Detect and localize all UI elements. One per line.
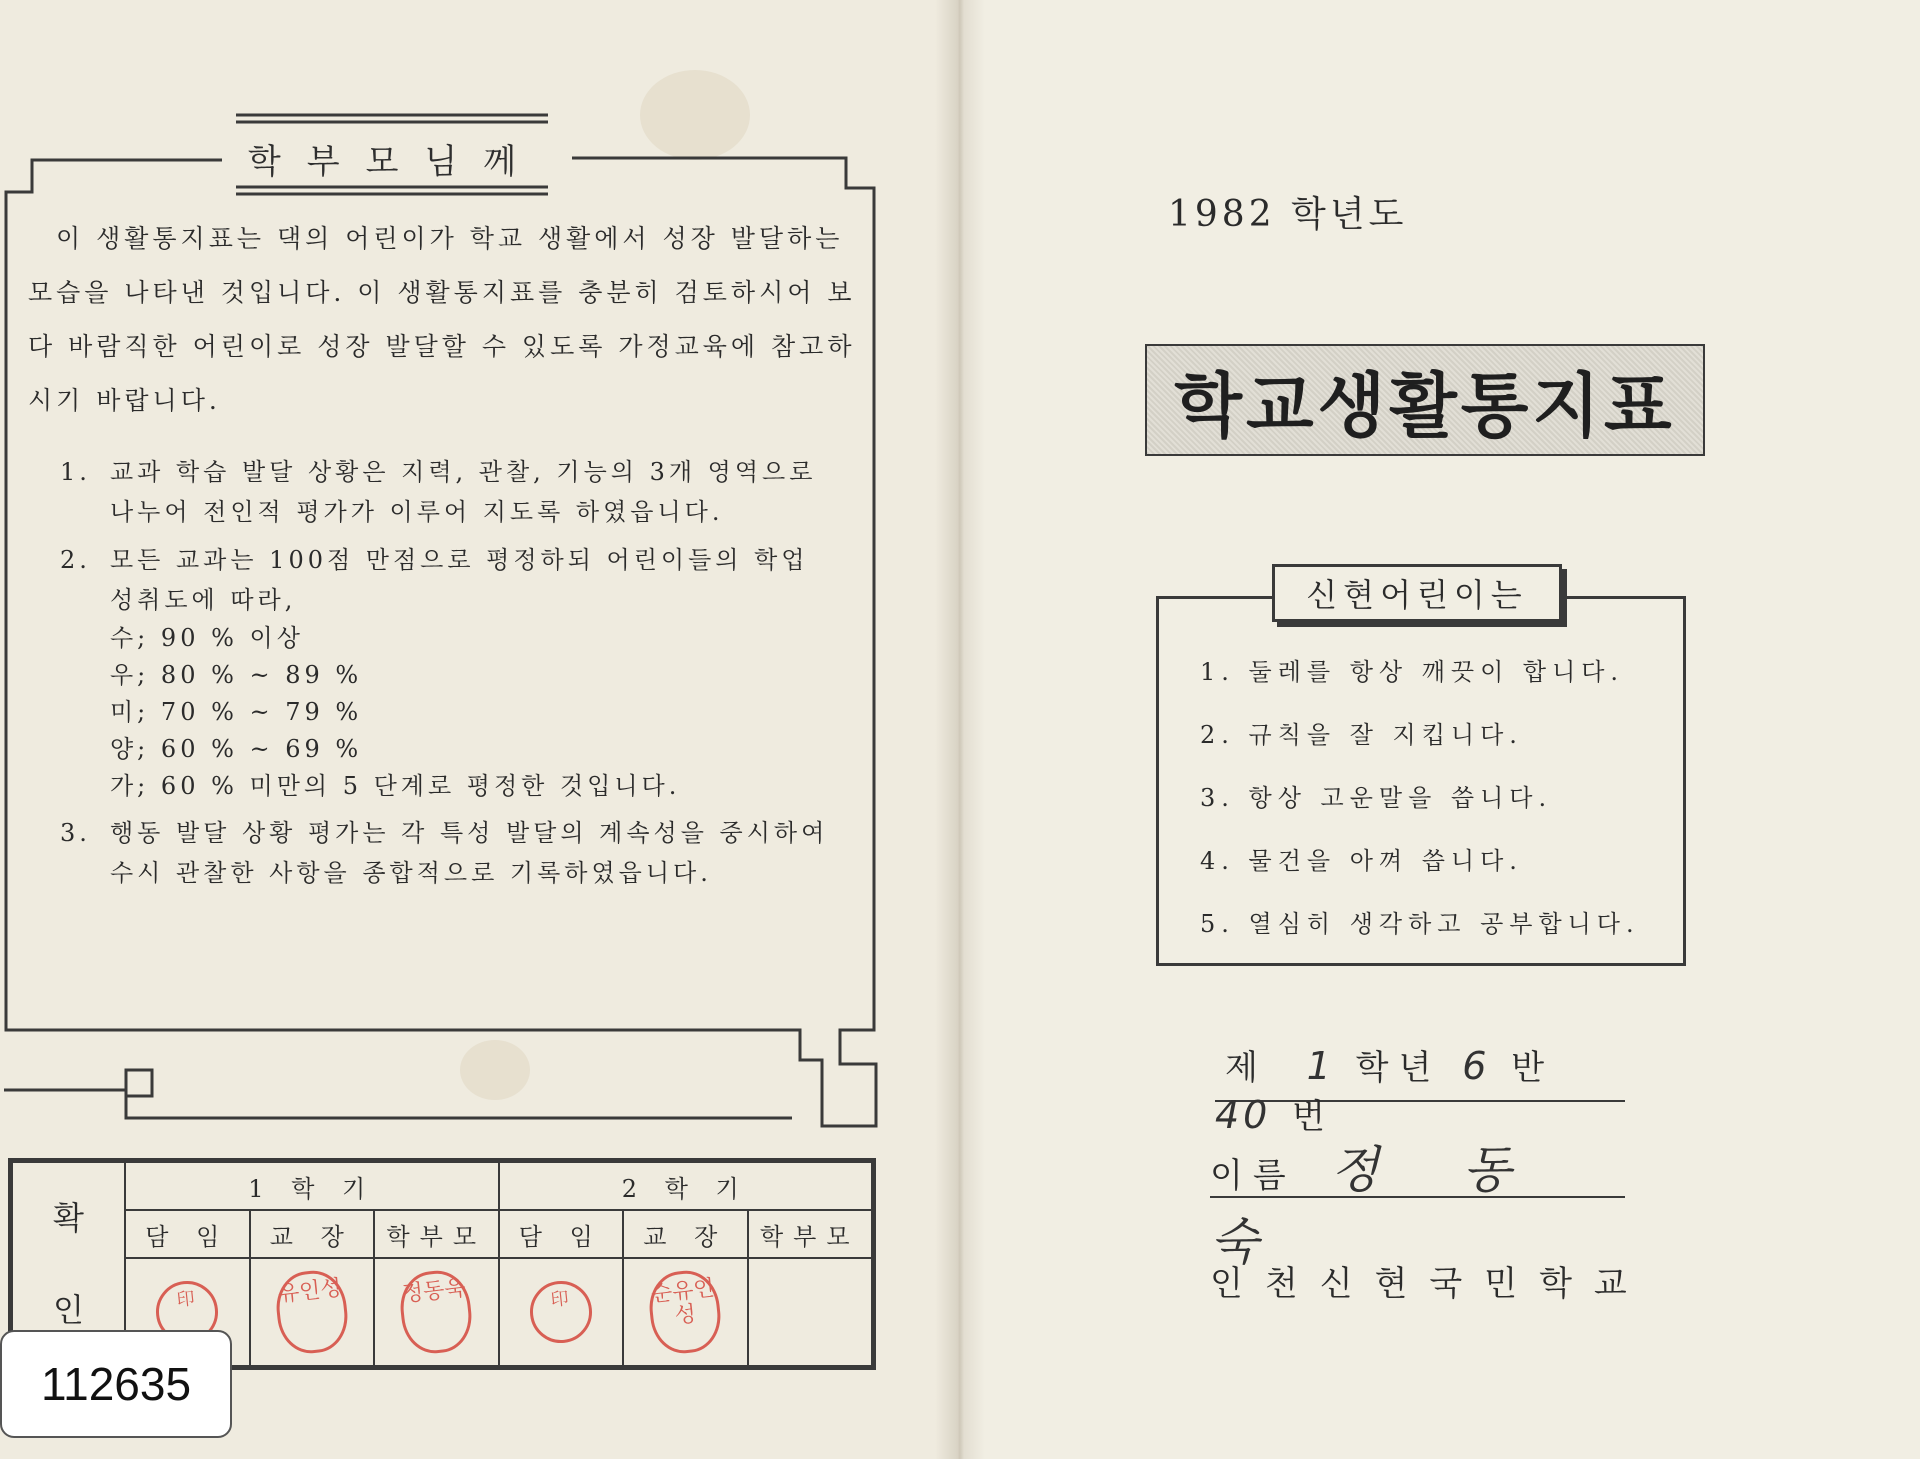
col-parent: 학부모 [748,1210,873,1258]
rule-item [60,813,840,893]
grade-label: 우; [110,661,150,689]
student-number-label: 번 [1292,1097,1336,1137]
grade-row [110,731,840,768]
notice-rules [60,452,840,901]
creed-item: 4. 물건을 아껴 씁니다. [1200,847,1523,875]
notice-intro [28,212,858,428]
class-value: 6 [1462,1044,1491,1088]
creed-item: 1. 둘레를 항상 깨끗이 합니다. [1200,658,1625,686]
grade-label: 가; [110,772,150,800]
confirm-side-char: 인 [53,1291,84,1329]
grade-row [110,694,840,731]
creed-item: 2. 규칙을 잘 지킵니다. [1200,721,1523,749]
rule-text: 행동 발달 상황 평가는 각 특성 발달의 계속성을 중시하여 수시 관찰한 사항을 종합적으로 기록하였읍니다. [110,819,829,887]
grade-range: 70 % ~ 79 % [160,698,363,726]
school-name: 인천신현국민학교 [1210,1264,1649,1304]
grade-value: 1 [1306,1044,1335,1088]
grade-range: 90 % 이상 [160,624,304,652]
confirm-side-char: 확 [53,1199,84,1237]
semester-1-header: 1 학 기 [125,1162,499,1210]
grade-range: 60 % ~ 69 % [160,735,363,763]
rule-number: 2. [60,546,91,574]
class-info-line [1215,1040,1625,1137]
grade-label: 미; [110,698,150,726]
rule-number: 1. [60,458,91,486]
report-title: 학교생활통지표 [1145,344,1705,456]
semester-2-header: 2 학 기 [499,1162,873,1210]
grade-label: 수; [110,624,150,652]
name-line [1210,1130,1625,1271]
seal-cell [499,1258,624,1366]
school-year: 1982 학년도 [1168,194,1408,235]
frame-bottom-line [4,1090,792,1118]
col-homeroom: 담 임 [499,1210,624,1258]
seal-stamp: 印 [153,1278,221,1346]
grade-row [110,768,840,805]
notice-title: 학부모님께 [247,141,543,182]
seal-cell [250,1258,375,1366]
grade-label: 양; [110,735,150,763]
grade-row [110,620,840,657]
seal-cell [374,1258,499,1366]
creed-item: 3. 항상 고운말을 씁니다. [1200,784,1553,812]
creed-item: 5. 열심히 생각하고 공부합니다. [1200,910,1640,938]
grade-label: 학년 [1355,1048,1442,1088]
rule-text: 교과 학습 발달 상황은 지력, 관찰, 기능의 3개 영역으로 나누어 전인적 평가가 이루어 지도록 하였읍니다. [110,458,817,526]
col-principal: 교 장 [250,1210,375,1258]
col-parent: 학부모 [374,1210,499,1258]
class-prefix: 제 [1225,1048,1268,1088]
rule-item [60,452,840,532]
seal-stamp: 印 [527,1278,595,1346]
grade-range: 60 % 미만의 5 단계로 평정한 것입니다. [160,772,681,800]
seal-stamp: 순유인성 [646,1268,724,1357]
catalog-number-label: 112635 [0,1330,232,1438]
col-principal: 교 장 [623,1210,748,1258]
creed-list [1200,648,1680,963]
student-number-value: 40 [1215,1093,1272,1137]
rule-number: 3. [60,819,91,847]
creed-title: 신현어린이는 [1272,564,1562,622]
rule-text: 모든 교과는 100점 만점으로 평정하되 어린이들의 학업 성취도에 따라, [110,546,809,614]
class-label: 반 [1511,1048,1555,1088]
seal-cell-empty [748,1258,873,1366]
grade-range: 80 % ~ 89 % [160,661,363,689]
rule-item [60,540,840,805]
name-label: 이름 [1210,1156,1296,1196]
frame-corner-square [126,1070,152,1096]
grade-row [110,657,840,694]
seal-cell [623,1258,748,1366]
seal-stamp: 유인성 [273,1268,351,1357]
col-homeroom: 담 임 [125,1210,250,1258]
notice-intro-text: 이 생활통지표는 댁의 어린이가 학교 생활에서 성장 발달하는 모습을 나타낸 것입니다. 이 생활통지표를 충분히 검토하시어 보다 바람직한 어린이로 성장 발달할 수 있도록 가정교육에 참고하시기 바랍니다. [28,224,856,415]
student-name: 정 동 숙 [1210,1141,1546,1271]
seal-stamp: 정동욱 [397,1268,475,1357]
